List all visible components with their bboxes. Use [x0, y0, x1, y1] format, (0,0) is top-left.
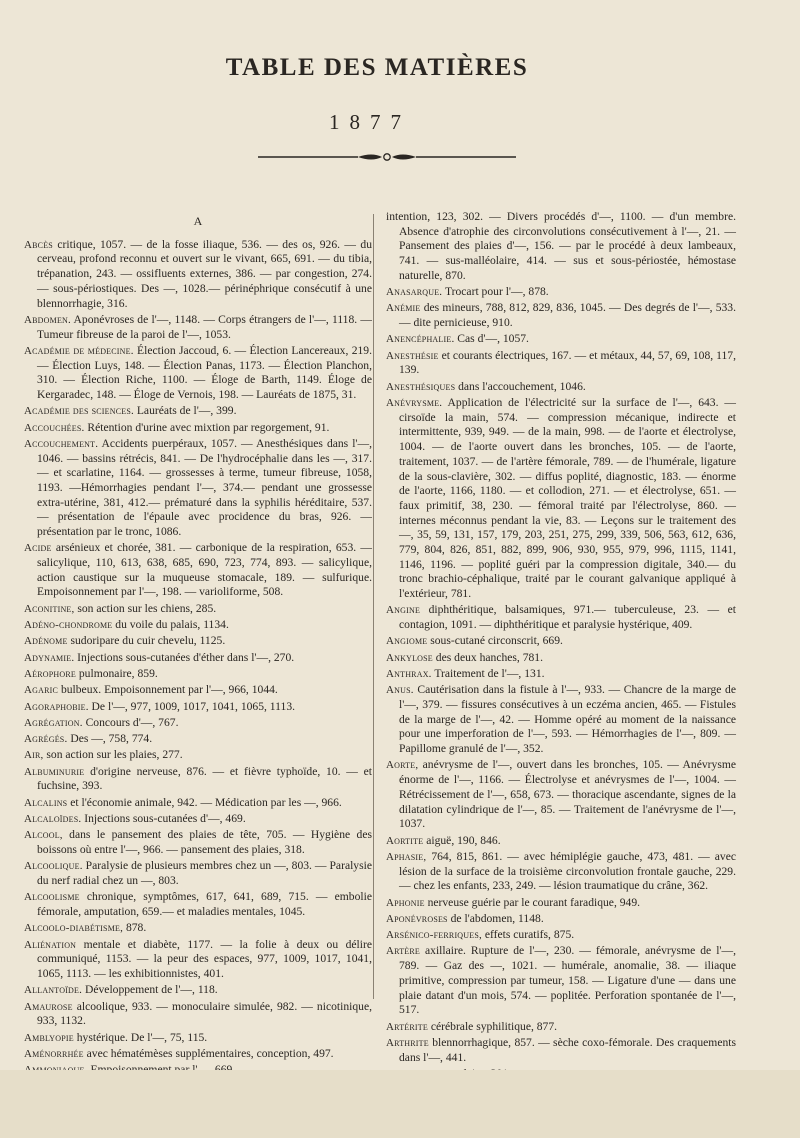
- entry-heading: Agaric: [24, 684, 59, 697]
- entry-heading: Amblyopie: [24, 1031, 74, 1044]
- entry-heading: Anesthésie: [386, 349, 439, 362]
- entry-heading: Aorte,: [386, 759, 419, 772]
- entry-heading: Abcès: [24, 238, 53, 251]
- entry-heading: Aérophore: [24, 667, 76, 680]
- entry-text: Élection Jaccoud, 6. — Élection Lancereaux, 219. — Élection Luys, 148. — Élection Panas, 1173. — Élection Planchon, 310. — Élection Riche, 1100. — Éloge de Barth, 1149. Éloge de Kergaradec, 148. — Éloge de Vernois, 198. — Lauréats de 1875, 31.: [37, 343, 372, 401]
- index-entry: [386, 634, 736, 649]
- entry-text: axillaire. Rupture de l'—, 230. — fémorale, anévrysme de l'—, 789. — Gaz des —, 1021. — humérale, anomalie, 38. — iliaque primitive, compression par tumeur, 158. — Ligature d'une — dans une plaie datant d'un mois, 574. — poplitée. Perforation spontanée de l'—, 517.: [399, 944, 736, 1017]
- entry-text: alcoolique, 933. — monoculaire simulée, 982. — nicotinique, 933, 1132.: [37, 999, 372, 1028]
- entry-heading: Abdomen.: [24, 313, 71, 326]
- entry-text: du voile du palais, 1134.: [112, 618, 229, 632]
- index-entry: [24, 890, 372, 919]
- entry-text: mentale et diabète, 1177. — la folie à deux ou délire communiqué, 1153. — la peur des espaces, 977, 1009, 1017, 1041, 1065, 1113. — les exhibitionnistes, 401.: [37, 937, 372, 980]
- entry-text: des deux hanches, 781.: [432, 650, 544, 664]
- entry-heading: Agoraphobie.: [24, 700, 89, 713]
- index-entry: [24, 541, 372, 600]
- page-title: TABLE DES MATIÈRES: [225, 54, 529, 81]
- ornament-divider: [258, 150, 516, 164]
- index-entry: [24, 983, 372, 998]
- section-letter: A: [193, 214, 203, 228]
- index-entry: [386, 944, 736, 1018]
- entry-text: bulbeux. Empoisonnement par l'—, 966, 1044.: [58, 683, 278, 697]
- entry-text: arsénieux et chorée, 381. — carbonique de la respiration, 653. — salicylique, 110, 613, 638, 685, 690, 723, 774, 893. — salicylique, action caustique sur la muqueuse stomacale, 189. — sulfurique. Empoisonnement par l'—, 198. — varioliforme, 508.: [37, 541, 372, 599]
- entry-text: blennorrhagique, 857. — sèche coxo-fémorale. Des craquements dans l'—, 441.: [399, 1035, 736, 1064]
- index-entry: [24, 921, 372, 936]
- entry-heading: Arsénico-ferriques,: [386, 929, 482, 942]
- entry-heading: Artère: [386, 945, 420, 958]
- entry-text: Aponévroses de l'—, 1148. — Corps étrangers de l'—, 1118. — Tumeur fibreuse de la paroi de l'—, 1053.: [37, 312, 372, 341]
- entry-text: Injections sous-cutanées d'—, 469.: [81, 812, 246, 825]
- entry-heading: Alcalins: [24, 796, 68, 809]
- entry-heading: Acide: [24, 542, 52, 555]
- index-entry: [386, 1020, 736, 1035]
- index-entry: [386, 834, 736, 849]
- entry-text: chronique, symptômes, 617, 641, 689, 715. — embolie fémorale, amputation, 659.— et maladies mentales, 1045.: [37, 890, 372, 918]
- entry-heading: Allantoïde.: [24, 984, 83, 997]
- index-entry: [24, 765, 372, 794]
- entry-heading: Anesthésiques: [386, 380, 456, 393]
- entry-heading: Anus.: [386, 684, 414, 697]
- entry-heading: Académie de médecine.: [24, 344, 134, 357]
- entry-text: 878.: [123, 921, 147, 935]
- index-entry: [386, 896, 736, 911]
- index-entry: [24, 748, 372, 763]
- entry-heading: Accouchées.: [24, 421, 85, 434]
- index-entry: [386, 1036, 736, 1065]
- year-heading: 1877: [329, 110, 411, 134]
- index-entry: [24, 732, 372, 747]
- entry-heading: Angine: [386, 604, 421, 617]
- index-entry: [24, 828, 372, 857]
- page-bottom-margin: [0, 1070, 800, 1138]
- entry-text: dans le pansement des plaies de tête, 705. — Hygiène des boissons où entre l'—, 966. — pansement des plaies, 318.: [37, 828, 372, 856]
- entry-text: Cas d'—, 1057.: [454, 332, 529, 346]
- index-entry: [386, 758, 736, 832]
- entry-heading: Anencéphalie.: [386, 333, 455, 346]
- left-entry-list: [24, 238, 372, 1125]
- entry-text: aiguë, 190, 846.: [423, 833, 501, 847]
- entry-heading: Alcoolique.: [24, 860, 83, 873]
- entry-text: Accidents puerpéraux, 1057. — Anesthésiques dans l'—, 1046. — bassins rétrécis, 841. — De l'hydrocéphalie dans les —, 317. — et scarlatine, 1164. — grossesses à terme, tumeur fibreuse, 1058, 1193. —Hémorrhagies pendant l'—, 374.— pendant une grossesse extra-utérine, 381, 412.— prématuré dans la syphilis héréditaire, 537. — présentation de l'épaule avec procidence du bras, 926. — présentation par le tronc, 1086.: [37, 436, 372, 539]
- entry-text: et l'économie animale, 942. — Médication par les —, 966.: [67, 795, 342, 809]
- entry-text: nerveuse guérie par le courant faradique, 949.: [424, 895, 641, 909]
- entry-text: dans l'accouchement, 1046.: [455, 379, 586, 393]
- entry-text: pulmonaire, 859.: [75, 666, 158, 680]
- entry-text: diphthéritique, balsamiques, 971.— tuberculeuse, 23. — et contagion, 1091. — diphthéritique et paralysie hystérique, 409.: [399, 603, 736, 632]
- entry-heading: Arthrite: [386, 1036, 429, 1049]
- entry-heading: Adéno-chondrome: [24, 619, 113, 632]
- entry-text: Des —, 758, 774.: [67, 732, 153, 746]
- entry-heading: Accouchement.: [24, 437, 99, 450]
- entry-heading: Aliénation: [24, 938, 77, 951]
- index-entry: [24, 683, 372, 698]
- left-column: [24, 214, 372, 1127]
- index-entry: [386, 301, 736, 330]
- index-entry: [386, 603, 736, 632]
- entry-text: cérébrale syphilitique, 877.: [427, 1019, 558, 1033]
- index-entry: [24, 716, 372, 731]
- entry-text: Concours d'—, 767.: [82, 715, 179, 729]
- index-entry: [24, 421, 372, 436]
- index-entry: [24, 313, 372, 342]
- entry-heading: Aortite: [386, 834, 424, 847]
- entry-heading: Académie des sciences.: [24, 405, 134, 418]
- index-entry: [24, 700, 372, 715]
- entry-heading: Albuminurie: [24, 765, 85, 778]
- entry-text: Application de l'électricité sur la surface de l'—, 643. — cirsoïde la main, 574. — compression mécanique, indirecte et intermittente, 939, 949. — de la main, 998. — de l'aorte et électrolyse, 1004. — de l'aorte ouvert dans les bronches, 105. — de l'aorte, traitement, 1037. — de l'artère fémorale, 789. — de l'humérale, ligature de la sous-clavière, 302. — diffus poplité, diagnostic, 183. — énorme de l'aorte, 1166, 1180. — et collodion, 271. — et électrolyse, 651. — faux primitif, 38, 230. — fémoral traité par l'électrolyse, 860. — internes méconnus pendant la vie, 83. — Leçons sur le traitement des —, 35, 59, 131, 157, 179, 203, 251, 275, 299, 339, 506, 563, 612, 636, 779, 804, 826, 851, 882, 899, 906, 930, 955, 979, 996, 1115, 1141, 1146, 1196. — poplité guéri par la compression digitale, 340.— du tronc brachio-céphalique, traité par le courant galvanique appliqué à l'extérieur, 781.: [399, 396, 736, 601]
- index-entry: [24, 938, 372, 982]
- entry-text: effets curatifs, 875.: [481, 928, 575, 942]
- entry-heading: Anévrysme.: [386, 397, 443, 409]
- index-entry: [24, 796, 372, 811]
- entry-text: Traitement de l'—, 131.: [431, 667, 545, 681]
- index-entry: [386, 850, 736, 894]
- index-entry: [24, 344, 372, 403]
- index-entry: [24, 238, 372, 312]
- index-entry: [386, 651, 736, 666]
- entry-heading: Agrégation.: [24, 716, 83, 729]
- entry-text: d'origine nerveuse, 876. — et fièvre typhoïde, 10. — et fuchsine, 393.: [37, 764, 372, 793]
- entry-heading: Agrégés.: [24, 733, 68, 746]
- entry-text: Cautérisation dans la fistule à l'—, 933. — Chancre de la marge de l'—, 379. — fissures consécutives à un eczéma ancien, 465. — Fistules de la marge de l'—, 42. — Homme opéré au moment de la naissance pour une imperforation de l'—, 593. — Hémorrhagies de l'—, 809. — Papillome granulé de l'—, 352.: [399, 683, 736, 756]
- entry-heading: Aconitine,: [24, 602, 75, 615]
- index-entry: [24, 602, 372, 617]
- entry-text: avec hématémèses supplémentaires, conception, 497.: [83, 1046, 334, 1060]
- entry-text: intention, 123, 302. — Divers procédés d'—, 1100. — d'un membre. Absence d'atrophie des circonvolutions consécutivement à l'—, 21. — Pansement des plaies d'—, 156. — par le procédé à deux lambeaux, 741. — sus-malléolaire, 414. — sus et sous-périostée, hémostase naturelle, 870.: [386, 210, 736, 282]
- right-column: [386, 210, 736, 1114]
- entry-heading: Adynamie.: [24, 651, 75, 664]
- entry-heading: Adénome: [24, 635, 68, 648]
- entry-heading: Alcaloïdes.: [24, 813, 82, 825]
- index-entry: [24, 404, 372, 419]
- entry-heading: Anasarque.: [386, 286, 443, 299]
- index-entry: [24, 812, 372, 827]
- index-entry: [24, 1000, 372, 1029]
- entry-text: Paralysie de plusieurs membres chez un —, 803. — Paralysie du nerf radial chez un —, 803.: [37, 859, 372, 887]
- entry-text: Injections sous-cutanées d'éther dans l'—, 270.: [74, 650, 295, 664]
- entry-heading: Air,: [24, 749, 44, 762]
- entry-text: sous-cutané circonscrit, 669.: [427, 634, 563, 648]
- index-entry: [386, 285, 736, 300]
- entry-heading: Aphasie,: [386, 850, 427, 863]
- entry-heading: Aponévroses: [386, 912, 448, 925]
- entry-text: et courants électriques, 167. — et métaux, 44, 57, 69, 108, 117, 139.: [399, 348, 736, 377]
- index-entry: [386, 380, 736, 395]
- index-entry: [24, 1047, 372, 1062]
- entry-text: sudoripare du cuir chevelu, 1125.: [67, 634, 226, 648]
- index-entry: [24, 618, 372, 633]
- entry-heading: Alcoolo-diabétisme,: [24, 922, 124, 935]
- entry-text: Lauréats de l'—, 399.: [133, 404, 237, 418]
- entry-text: De l'—, 977, 1009, 1017, 1041, 1065, 1113.: [88, 699, 296, 713]
- index-entry: [24, 667, 372, 682]
- column-divider: [373, 214, 374, 999]
- index-entry: [386, 332, 736, 347]
- entry-heading: Alcool,: [24, 829, 63, 842]
- entry-text: des mineurs, 788, 812, 829, 836, 1045. — Des degrés de l'—, 533. — dite pernicieuse, 910.: [399, 301, 736, 330]
- entry-text: hystérique. De l'—, 75, 115.: [73, 1030, 208, 1044]
- entry-text: Développement de l'—, 118.: [82, 983, 218, 997]
- index-entry: [24, 634, 372, 649]
- index-entry: [386, 396, 736, 602]
- index-entry: [386, 912, 736, 927]
- index-entry: [386, 683, 736, 757]
- index-entry: [24, 437, 372, 540]
- entry-text: de l'abdomen, 1148.: [447, 911, 544, 925]
- right-entry-list: [386, 210, 736, 1113]
- entry-text: critique, 1057. — de la fosse iliaque, 536. — des os, 926. — du cerveau, profond reconnu et ouvert sur le vivant, 665, 691. — du tibia, trépanation, 243. — ossifluents externes, 386. — par congestion, 274. — sous-périostiques. Des —, 1028.— périnéphrique consécutif à une blennorrhagie, 316.: [37, 237, 372, 310]
- index-entry: [386, 667, 736, 682]
- entry-text: Rétention d'urine avec mixtion par regorgement, 91.: [84, 420, 330, 434]
- index-entry: [24, 651, 372, 666]
- entry-text: anévrysme de l'—, ouvert dans les bronches, 105. — Anévrysme énorme de l'—, 1166. — Électrolyse et anévrysmes de l'—, 1004. — Rétrécissement de l'—, 658, 673. — thoracique ascendante, signes de la dilatation cylindrique de l'—, 85. — Traitement de l'anévrysme de l'—, 1037.: [399, 758, 736, 831]
- entry-heading: Aménorrhée: [24, 1047, 84, 1060]
- entry-heading: Alcoolisme: [24, 891, 80, 904]
- index-entry: [386, 210, 736, 284]
- index-entry: [386, 928, 736, 943]
- entry-text: son action sur les chiens, 285.: [74, 601, 217, 615]
- entry-text: son action sur les plaies, 277.: [43, 748, 183, 762]
- entry-heading: Anémie: [386, 302, 421, 315]
- entry-heading: Anthrax.: [386, 668, 432, 681]
- entry-heading: Amaurose: [24, 1000, 73, 1013]
- entry-heading: Angiome: [386, 635, 428, 648]
- entry-heading: Ankylose: [386, 651, 433, 664]
- index-entry: [386, 349, 736, 378]
- entry-text: 764, 815, 861. — avec hémiplégie gauche, 473, 481. — avec lésion de la surface de la troisième circonvolution frontale gauche, 229. — chez les enfants, 233, 249. — lésion traumatique du crâne, 362.: [399, 849, 736, 893]
- entry-heading: Artérite: [386, 1020, 428, 1033]
- index-entry: [24, 1031, 372, 1046]
- entry-heading: Aphonie: [386, 896, 425, 909]
- index-entry: [24, 859, 372, 888]
- entry-text: Trocart pour l'—, 878.: [442, 285, 549, 299]
